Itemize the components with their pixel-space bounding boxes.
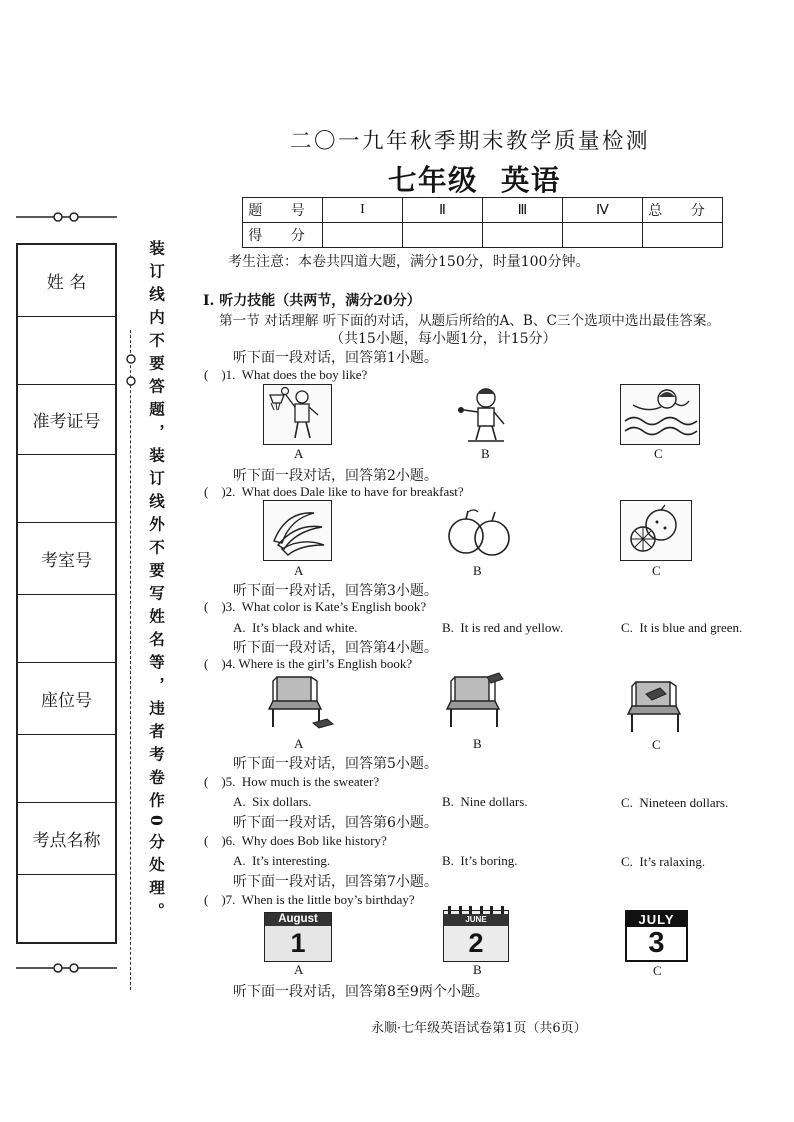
question-3: ( )3. What color is Kate’s English book? (204, 599, 427, 614)
binding-line-warning: 装订线内不要答题，装订线外不要写姓名等，违者考卷作0分处理。 (147, 240, 166, 926)
score-cell-total[interactable] (643, 223, 723, 248)
q1-option-b-image (442, 384, 528, 445)
instruction-q2: 听下面一段对话，回答第2小题。 (233, 468, 438, 484)
q3-option-a[interactable]: A. It’s black and white. (233, 620, 358, 635)
question-6: ( )6. Why does Bob like history? (204, 833, 387, 848)
exam-site-label: 考点名称 (18, 803, 115, 875)
score-header-question: 题 号 (243, 198, 323, 223)
binding-ring-icon (124, 352, 138, 390)
q1-option-a-image (263, 384, 332, 445)
ornament-bottom (16, 962, 117, 974)
exam-number-field[interactable] (18, 455, 115, 523)
calendar-b-day: 2 (468, 928, 484, 958)
part1-scoring-note: （共15小题，每小题1分，计15分） (330, 331, 557, 347)
question-1: ( )1. What does the boy like? (204, 367, 368, 382)
boy-playing-icon (442, 384, 528, 445)
instruction-q7: 听下面一段对话，回答第7小题。 (233, 874, 438, 890)
q2-label-b: B (473, 563, 482, 578)
instruction-q1: 听下面一段对话，回答第1小题。 (233, 350, 438, 366)
calendar-c-day: 3 (648, 927, 665, 959)
name-label: 姓 名 (18, 245, 115, 317)
q4-option-a-image (263, 671, 335, 735)
q5-option-c[interactable]: C. Nineteen dollars. (621, 795, 729, 810)
instruction-q3: 听下面一段对话，回答第3小题。 (233, 583, 438, 599)
q4-label-a: A (294, 736, 304, 751)
subject-title: 七年级 英语 (388, 163, 561, 197)
exam-notice: 考生注意：本卷共四道大题，满分150分，时量100分钟。 (228, 254, 590, 270)
q3-option-b[interactable]: B. It is red and yellow. (442, 620, 564, 635)
exam-title: 二〇一九年秋季期末教学质量检测 (290, 129, 651, 154)
ornament-top (16, 211, 117, 223)
part1-instructions: 第一节 对话理解 听下面的对话，从题后所给的A、B、C三个选项中选出最佳答案。 (219, 313, 721, 329)
q2-option-c-image (620, 500, 692, 561)
q7-label-c: C (653, 963, 662, 978)
q4-label-c: C (652, 737, 661, 752)
page-footer: 永顺·七年级英语试卷第1页（共6页） (371, 1021, 587, 1036)
exam-room-field[interactable] (18, 595, 115, 663)
q6-option-a[interactable]: A. It’s interesting. (233, 853, 331, 868)
q7-option-c-calendar (625, 910, 688, 962)
swimmer-icon (621, 385, 698, 443)
score-header-part1: I (323, 198, 403, 223)
q6-option-c[interactable]: C. It’s ralaxing. (621, 854, 706, 869)
question-5: ( )5. How much is the sweater? (204, 774, 380, 789)
score-header-part3: Ⅲ (483, 198, 563, 223)
score-table (242, 197, 723, 248)
q2-label-c: C (652, 563, 661, 578)
calendar-b-rings (448, 906, 504, 914)
oranges-icon (621, 501, 690, 559)
question-4: ( )4. Where is the girl’s English book? (204, 656, 413, 671)
score-cell-part4[interactable] (563, 223, 643, 248)
q4-option-c-image (622, 676, 688, 738)
score-cell-part2[interactable] (403, 223, 483, 248)
question-7: ( )7. When is the little boy’s birthday? (204, 892, 415, 907)
seat-number-field[interactable] (18, 735, 115, 803)
q5-option-a[interactable]: A. Six dollars. (233, 794, 312, 809)
candidate-info-table (16, 243, 117, 944)
score-row-label: 得 分 (243, 223, 323, 248)
calendar-b-month: JUNE (444, 914, 508, 926)
calendar-c-month: JULY (627, 912, 686, 927)
instruction-q4: 听下面一段对话，回答第4小题。 (233, 640, 438, 656)
calendar-a-day: 1 (290, 928, 306, 958)
exam-room-label: 考室号 (18, 523, 115, 595)
apples-icon (442, 500, 517, 561)
q6-option-b[interactable]: B. It’s boring. (442, 853, 518, 868)
score-header-part4: Ⅳ (563, 198, 643, 223)
q7-option-a-calendar (264, 912, 332, 962)
exam-number-label: 准考证号 (18, 385, 115, 455)
q2-option-b-image (442, 500, 517, 561)
seat-number-label: 座位号 (18, 663, 115, 735)
q7-option-b-calendar (443, 910, 509, 962)
q7-label-b: B (473, 962, 482, 977)
section-title: I. 听力技能（共两节，满分20分） (203, 293, 421, 309)
name-field[interactable] (18, 317, 115, 385)
q5-option-b[interactable]: B. Nine dollars. (442, 794, 528, 809)
instruction-q6: 听下面一段对话，回答第6小题。 (233, 815, 438, 831)
q2-label-a: A (294, 563, 304, 578)
question-2: ( )2. What does Dale like to have for breakfast? (204, 484, 464, 499)
q4-option-b-image (441, 671, 513, 735)
q4-label-b: B (473, 736, 482, 751)
basketball-player-icon (264, 385, 330, 443)
q1-label-c: C (654, 446, 663, 461)
q7-label-a: A (294, 962, 304, 977)
score-cell-part3[interactable] (483, 223, 563, 248)
q1-option-c-image (620, 384, 700, 445)
exam-site-field[interactable] (18, 875, 115, 942)
score-cell-part1[interactable] (323, 223, 403, 248)
bananas-icon (264, 501, 330, 559)
q1-label-a: A (294, 446, 304, 461)
q2-option-a-image (263, 500, 332, 561)
score-header-total: 总 分 (643, 198, 723, 223)
binding-line (130, 330, 131, 990)
calendar-a-month: August (265, 913, 331, 926)
score-header-part2: Ⅱ (403, 198, 483, 223)
q3-option-c[interactable]: C. It is blue and green. (621, 620, 743, 635)
instruction-q8-9: 听下面一段对话，回答第8至9两个小题。 (233, 984, 489, 1000)
instruction-q5: 听下面一段对话，回答第5小题。 (233, 756, 438, 772)
q1-label-b: B (481, 446, 490, 461)
